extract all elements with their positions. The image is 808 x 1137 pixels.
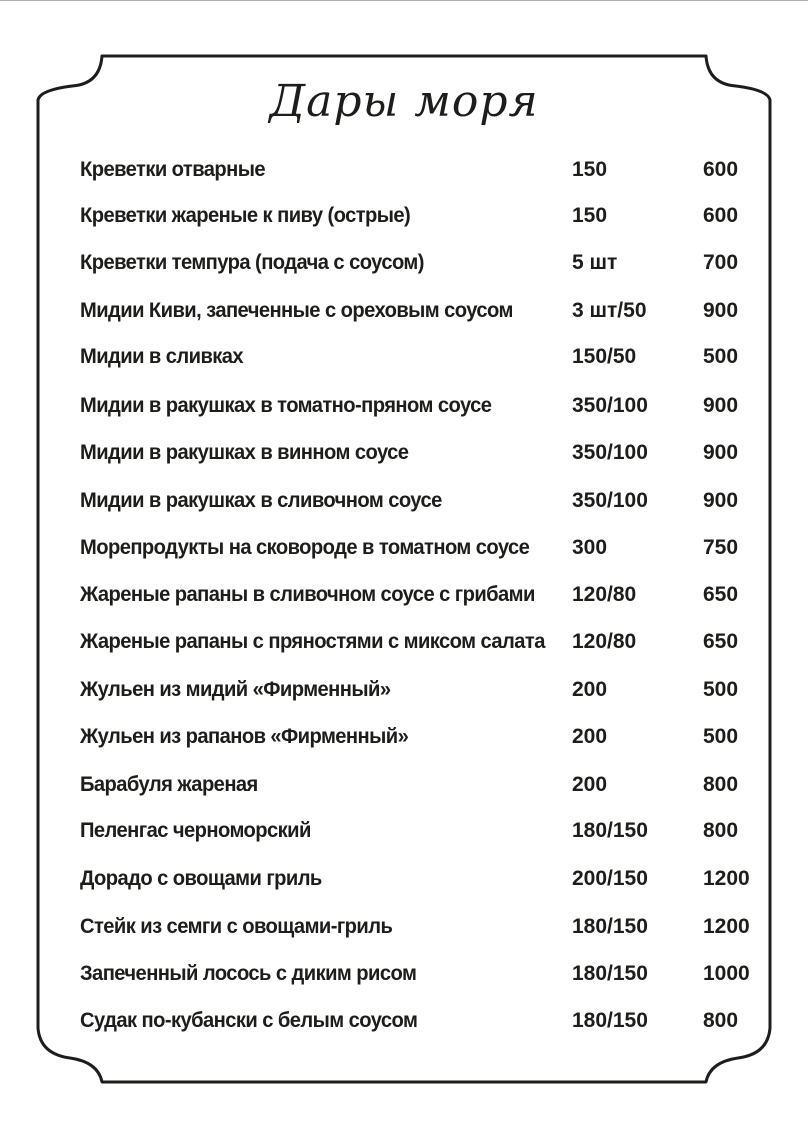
- item-price: 900: [703, 489, 739, 512]
- item-portion: 200: [572, 725, 608, 748]
- item-portion: 3 шт/50: [572, 299, 647, 322]
- menu-item: [0, 340, 808, 374]
- item-portion: 150: [572, 158, 608, 181]
- item-price: 900: [703, 394, 739, 417]
- item-portion: 350/100: [572, 394, 648, 417]
- menu-item: [0, 578, 808, 612]
- item-name: Креветки темпура (подача с соусом): [80, 251, 424, 274]
- item-name: Креветки жареные к пиву (острые): [80, 204, 411, 227]
- item-name: Пеленгас черноморский: [80, 819, 311, 842]
- item-portion: 120/80: [572, 630, 637, 653]
- item-name: Стейк из семги с овощами-гриль: [80, 915, 393, 938]
- item-price: 1200: [703, 867, 750, 890]
- menu-item: [0, 389, 808, 423]
- menu-title: Дары моря: [269, 76, 539, 127]
- item-price: 500: [703, 725, 739, 748]
- item-name: Жареные рапаны в сливочном соусе с грибами: [80, 583, 535, 606]
- item-name: Барабуля жареная: [80, 773, 258, 796]
- item-name: Запеченный лосось с диким рисом: [80, 962, 417, 985]
- item-portion: 350/100: [572, 489, 648, 512]
- item-portion: 200: [572, 678, 608, 701]
- menu-item: [0, 531, 808, 565]
- item-price: 900: [703, 441, 739, 464]
- menu-item: [0, 814, 808, 848]
- menu-item: [0, 1004, 808, 1038]
- item-name: Мидии в ракушках в сливочном соусе: [80, 489, 442, 512]
- item-name: Креветки отварные: [80, 158, 266, 181]
- menu-item: [0, 436, 808, 470]
- item-portion: 5 шт: [572, 251, 618, 274]
- item-portion: 120/80: [572, 583, 637, 606]
- item-price: 1000: [703, 962, 750, 985]
- menu-item: [0, 910, 808, 944]
- item-price: 750: [703, 536, 739, 559]
- item-price: 1200: [703, 915, 750, 938]
- item-name: Мидии в сливках: [80, 345, 244, 368]
- item-portion: 200: [572, 773, 608, 796]
- menu-item: [0, 673, 808, 707]
- item-portion: 180/150: [572, 1009, 648, 1032]
- menu-item: [0, 957, 808, 991]
- item-price: 600: [703, 158, 739, 181]
- item-name: Мидии Киви, запеченные с ореховым соусом: [80, 299, 513, 322]
- item-price: 500: [703, 678, 739, 701]
- item-name: Морепродукты на сковороде в томатном соусе: [80, 536, 530, 559]
- item-portion: 150/50: [572, 345, 637, 368]
- item-portion: 180/150: [572, 962, 648, 985]
- item-name: Судак по-кубански с белым соусом: [80, 1009, 418, 1032]
- item-price: 900: [703, 299, 739, 322]
- menu-item: [0, 862, 808, 896]
- item-name: Жульен из рапанов «Фирменный»: [80, 725, 409, 748]
- item-price: 500: [703, 345, 739, 368]
- menu-item: [0, 153, 808, 187]
- item-name: Мидии в ракушках в томатно-пряном соусе: [80, 394, 492, 417]
- menu-item: [0, 246, 808, 280]
- item-portion: 350/100: [572, 441, 648, 464]
- menu-item: [0, 294, 808, 328]
- item-portion: 180/150: [572, 819, 648, 842]
- item-price: 650: [703, 630, 739, 653]
- item-price: 650: [703, 583, 739, 606]
- item-price: 700: [703, 251, 739, 274]
- item-price: 600: [703, 204, 739, 227]
- item-name: Жульен из мидий «Фирменный»: [80, 678, 391, 701]
- item-price: 800: [703, 819, 739, 842]
- item-name: Мидии в ракушках в винном соусе: [80, 441, 409, 464]
- menu-item: [0, 625, 808, 659]
- item-portion: 300: [572, 536, 608, 559]
- menu-item: [0, 199, 808, 233]
- menu-item: [0, 768, 808, 802]
- item-portion: 180/150: [572, 915, 648, 938]
- item-portion: 200/150: [572, 867, 648, 890]
- item-price: 800: [703, 1009, 739, 1032]
- menu-item: [0, 484, 808, 518]
- item-portion: 150: [572, 204, 608, 227]
- item-name: Жареные рапаны с пряностями с миксом салата: [80, 630, 545, 653]
- item-name: Дорадо с овощами гриль: [80, 867, 322, 890]
- menu-item: [0, 720, 808, 754]
- item-price: 800: [703, 773, 739, 796]
